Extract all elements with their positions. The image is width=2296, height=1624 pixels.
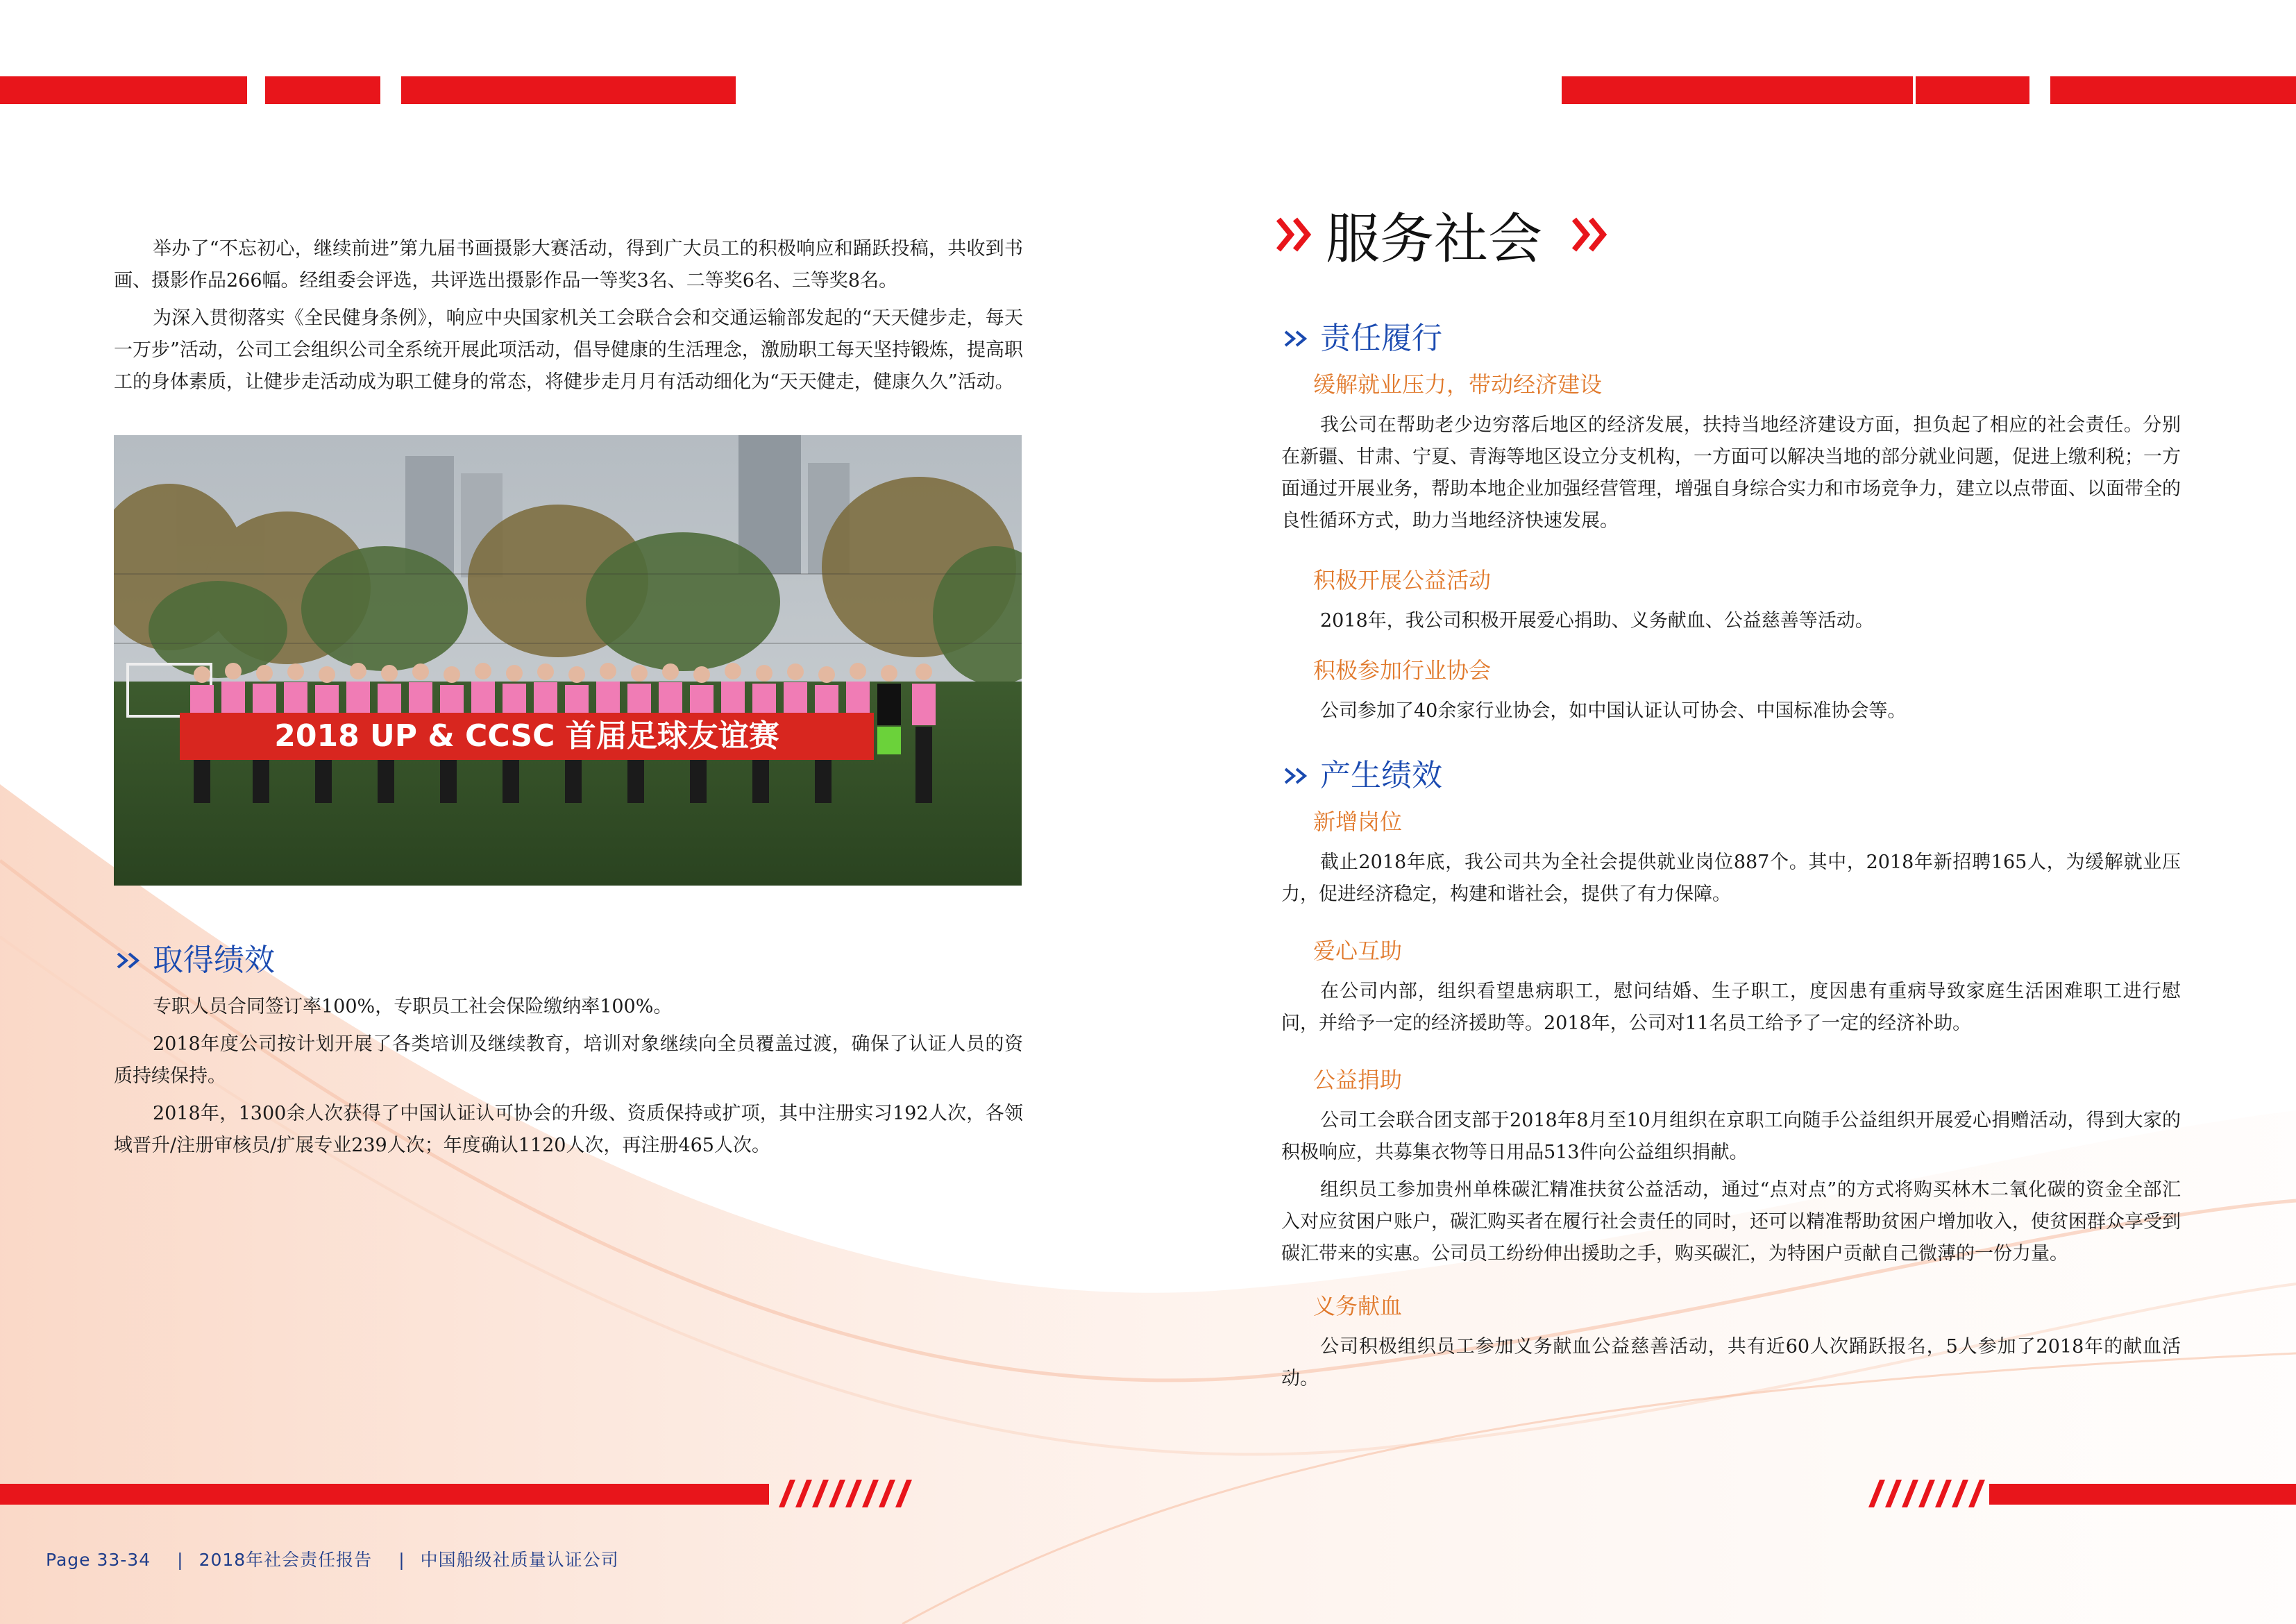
achievements-paragraph-1: 专职人员合同签订率100%，专职员工社会保险缴纳率100%。 [153, 996, 673, 1017]
paragraph-donations-2: 组织员工参加贵州单株碳汇精准扶贫公益活动，通过“点对点”的方式将购买林木二氧化碳的资金全部汇入对应贫困户账户，碳汇购买者在履行社会责任的同时，还可以精准帮助贫困户增加收入，使贫困群众享受到碳汇带来的实惠。公司员工纷纷伸出援助之手，购买碳汇，为特困户贡献自己微薄的一份力量。 [1281, 1179, 2181, 1264]
bottom-stripes-right [1867, 1480, 1989, 1507]
subheading-blood-donation: 义务献血 [1313, 1293, 1403, 1319]
double-chevron-icon [1281, 328, 1315, 350]
subheading-mutual-aid: 爱心互助 [1313, 938, 1403, 964]
top-bar-left-2 [265, 76, 380, 104]
subheading-charity: 积极开展公益活动 [1313, 567, 1492, 593]
title-chevron-left-icon [1274, 214, 1320, 255]
footer-separator: | [398, 1550, 405, 1570]
subheading-employment: 缓解就业压力，带动经济建设 [1313, 371, 1603, 398]
top-bar-left-1 [0, 76, 247, 104]
top-bar-right-1 [1562, 76, 1913, 104]
subheading-donations: 公益捐助 [1313, 1067, 1403, 1093]
footer-company-name: 中国船级社质量认证公司 [420, 1550, 619, 1570]
section-heading-text: 产生绩效 [1320, 758, 1442, 793]
paragraph-blood-donation: 公司积极组织员工参加义务献血公益慈善活动，共有近60人次踊跃报名，5人参加了2018年的献血活动。 [1281, 1336, 2181, 1389]
paragraph-mutual-aid: 在公司内部，组织看望患病职工，慰问结婚、生子职工，度因患有重病导致家庭生活困难职工进行慰问，并给予一定的经济援助等。2018年，公司对11名员工给予了一定的经济补助。 [1281, 981, 2181, 1034]
page-title-block [1274, 196, 1616, 273]
paragraph-employment: 我公司在帮助老少边穷落后地区的经济发展，扶持当地经济建设方面，担负起了相应的社会责任。分别在新疆、甘肃、宁夏、青海等地区设立分支机构，一方面可以解决当地的部分就业问题，促进上缴利税；一方面通过开展业务，帮助本地企业加强经营管理，增强自身综合实力和市场竞争力，建立以点带面、以面带全的良性循环方式，助力当地经济快速发展。 [1281, 414, 2181, 532]
top-bar-right-3 [2050, 76, 2296, 104]
footer-separator: | [177, 1550, 184, 1570]
achievements-heading-text: 取得绩效 [153, 942, 275, 978]
section-responsibility-heading [1281, 318, 2181, 360]
left-paragraph-1: 举办了“不忘初心，继续前进”第九届书画摄影大赛活动，得到广大员工的积极响应和踊跃投稿，共收到书画、摄影作品266幅。经组委会评选，共评选出摄影作品一等奖3名、二等奖6名、三等奖8名。 [114, 238, 1023, 291]
double-chevron-icon [114, 949, 147, 972]
bottom-bar-right [1989, 1484, 2296, 1505]
top-bar-right-2 [1916, 76, 2029, 104]
page-footer [46, 1546, 630, 1571]
football-team-photo [114, 435, 1022, 886]
paragraph-new-jobs: 截止2018年底，我公司共为全社会提供就业岗位887个。其中，2018年新招聘165人，为缓解就业压力，促进经济稳定，构建和谐社会，提供了有力保障。 [1281, 852, 2181, 905]
top-bar-left-3 [401, 76, 736, 104]
subheading-new-jobs: 新增岗位 [1313, 809, 1403, 835]
bottom-bar-left [0, 1484, 769, 1505]
section-heading-text: 责任履行 [1320, 321, 1442, 356]
achievements-section [114, 940, 1023, 1167]
paragraph-donations-1: 公司工会联合团支部于2018年8月至10月组织在京职工向随手公益组织开展爱心捐赠活动，得到大家的积极响应，共募集衣物等日用品513件向公益组织捐献。 [1281, 1110, 2181, 1163]
subheading-associations: 积极参加行业协会 [1313, 657, 1492, 684]
section-performance-heading [1281, 755, 2181, 797]
left-top-text [114, 233, 1023, 404]
footer-report-name: 2018年社会责任报告 [199, 1550, 373, 1570]
page-title: 服务社会 [1326, 208, 1543, 271]
footer-page-number: Page 33-34 [46, 1550, 151, 1570]
left-paragraph-2: 为深入贯彻落实《全民健身条例》，响应中央国家机关工会联合会和交通运输部发起的“天天健步走，每天一万步”活动，公司工会组织公司全系统开展此项活动，倡导健康的生活理念，激励职工每天坚持锻炼，提高职工的身体素质，让健步走活动成为职工健身的常态，将健步走月月有活动细化为“天天健走，健康久久”活动。 [114, 307, 1023, 393]
photo-banner-text: 2018 UP & CCSC 首届足球友谊赛 [274, 718, 779, 754]
achievements-heading [114, 940, 1023, 981]
achievements-paragraph-2: 2018年度公司按计划开展了各类培训及继续教育，培训对象继续向全员覆盖过渡，确保了认证人员的资质持续保持。 [114, 1033, 1023, 1087]
double-chevron-icon [1281, 765, 1315, 787]
title-chevron-right-icon [1570, 214, 1616, 255]
achievements-paragraph-3: 2018年，1300余人次获得了中国认证认可协会的升级、资质保持或扩项，其中注册实习192人次，各领域晋升/注册审核员/扩展专业239人次；年度确认1120人次，再注册465人次。 [114, 1103, 1023, 1156]
paragraph-charity: 2018年，我公司积极开展爱心捐助、义务献血、公益慈善等活动。 [1320, 610, 1874, 632]
bottom-stripes-left [769, 1480, 915, 1507]
paragraph-associations: 公司参加了40余家行业协会，如中国认证认可协会、中国标准协会等。 [1320, 700, 1907, 722]
right-content [1281, 318, 2181, 1401]
